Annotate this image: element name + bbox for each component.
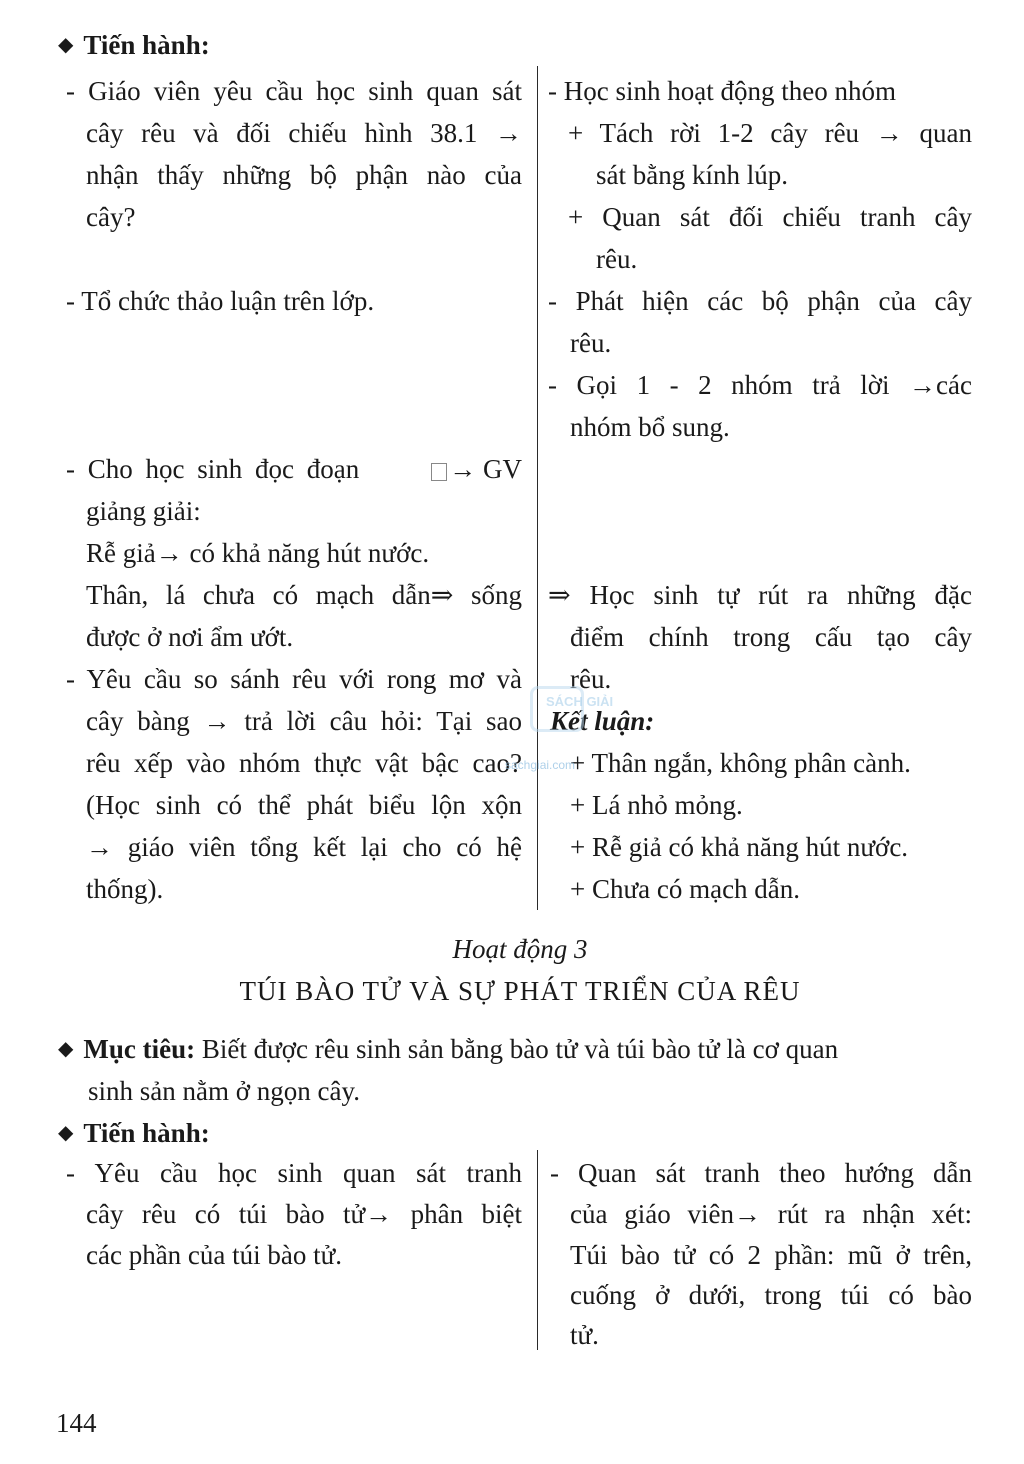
right-line: tử. (570, 1320, 599, 1350)
left-line: - Tổ chức thảo luận trên lớp. (66, 286, 375, 316)
right-line: điểm chính trong cấu tạo cây (570, 622, 972, 652)
left-line: - Yêu cầu học sinh quan sát tranh (66, 1158, 522, 1188)
right-line: nhóm bổ sung. (570, 412, 730, 442)
right-line: sát bằng kính lúp. (596, 160, 788, 190)
left-line: cây rêu và đối chiếu hình 38.1 → (86, 118, 522, 148)
left-line: cây? (86, 202, 136, 232)
right-line: rêu. (570, 664, 612, 694)
left-line: → giáo viên tổng kết lại cho có hệ (86, 832, 522, 862)
right-line: - Phát hiện các bộ phận của cây (548, 286, 972, 316)
right-line: - Quan sát tranh theo hướng dẫn (550, 1158, 972, 1188)
read-passage-text: - Cho học sinh đọc đoạn (66, 454, 360, 484)
right-line: Túi bào tử có 2 phần: mũ ở trên, (570, 1240, 972, 1270)
passage-box-icon: → GV (429, 448, 522, 490)
right-line: + Lá nhỏ mỏng. (570, 790, 743, 820)
diamond-bullet-icon: ◆ (58, 1038, 74, 1060)
right-line: của giáo viên→ rút ra nhận xét: (570, 1199, 972, 1229)
watermark-site: sachgiai.com (505, 758, 576, 772)
watermark-logo-icon (530, 686, 584, 732)
right-line: ⇒ Học sinh tự rút ra những đặc (548, 580, 972, 610)
left-line: - Yêu cầu so sánh rêu với rong mơ và (66, 664, 522, 694)
conclusion-label: Kết luận: (550, 706, 655, 736)
objective-line: ◆ Mục tiêu: Biết được rêu sinh sản bằng bào tử và túi bào tử là cơ quan (58, 1034, 839, 1064)
left-line: Thân, lá chưa có mạch dẫn⇒ sống (86, 580, 522, 610)
right-line: + Thân ngắn, không phân cành. (570, 748, 911, 778)
page-number: 144 (56, 1408, 97, 1438)
activity-label: Hoạt động 3 (452, 934, 588, 964)
activity-title: TÚI BÀO TỬ VÀ SỰ PHÁT TRIỂN CỦA RÊU (239, 976, 801, 1006)
left-line: giảng giải: (86, 496, 201, 526)
left-line: nhận thấy những bộ phận nào của (86, 160, 522, 190)
left-line-read-passage (66, 448, 522, 490)
diamond-bullet-icon: ◆ (58, 34, 74, 56)
right-line: - Gọi 1 - 2 nhóm trả lời →các (548, 370, 972, 400)
section2-heading: ◆ Tiến hành: (58, 1118, 210, 1148)
right-line: rêu. (596, 244, 638, 274)
right-line: + Tách rời 1-2 cây rêu → quan (568, 118, 972, 148)
column-divider (537, 66, 538, 910)
left-line: Rễ giả→ có khả năng hút nước. (86, 538, 430, 568)
watermark-logo-text: SÁCH GIẢI (546, 694, 614, 709)
column-divider (537, 1150, 538, 1350)
objective-line-2: sinh sản nằm ở ngọn cây. (88, 1076, 360, 1106)
right-line: - Học sinh hoạt động theo nhóm (548, 76, 896, 106)
left-line: được ở nơi ẩm ướt. (86, 622, 294, 652)
right-line: cuống ở dưới, trong túi có bào (570, 1280, 972, 1310)
left-line: rêu xếp vào nhóm thực vật bậc cao? (86, 748, 522, 778)
section1-heading: ◆ Tiến hành: (58, 30, 210, 60)
left-line: các phần của túi bào tử. (86, 1240, 343, 1270)
left-line: (Học sinh có thể phát biểu lộn xộn (86, 790, 522, 820)
right-line: + Rễ giả có khả năng hút nước. (570, 832, 909, 862)
left-line: - Giáo viên yêu cầu học sinh quan sát (66, 76, 522, 106)
left-line: cây rêu có túi bào tử→ phân biệt (86, 1199, 522, 1229)
right-line: + Quan sát đối chiếu tranh cây (568, 202, 972, 232)
left-line: cây bàng → trả lời câu hỏi: Tại sao (86, 706, 522, 736)
right-line: rêu. (570, 328, 612, 358)
right-line: + Chưa có mạch dẫn. (570, 874, 801, 904)
diamond-bullet-icon: ◆ (58, 1122, 74, 1144)
left-line: thống). (86, 874, 164, 904)
